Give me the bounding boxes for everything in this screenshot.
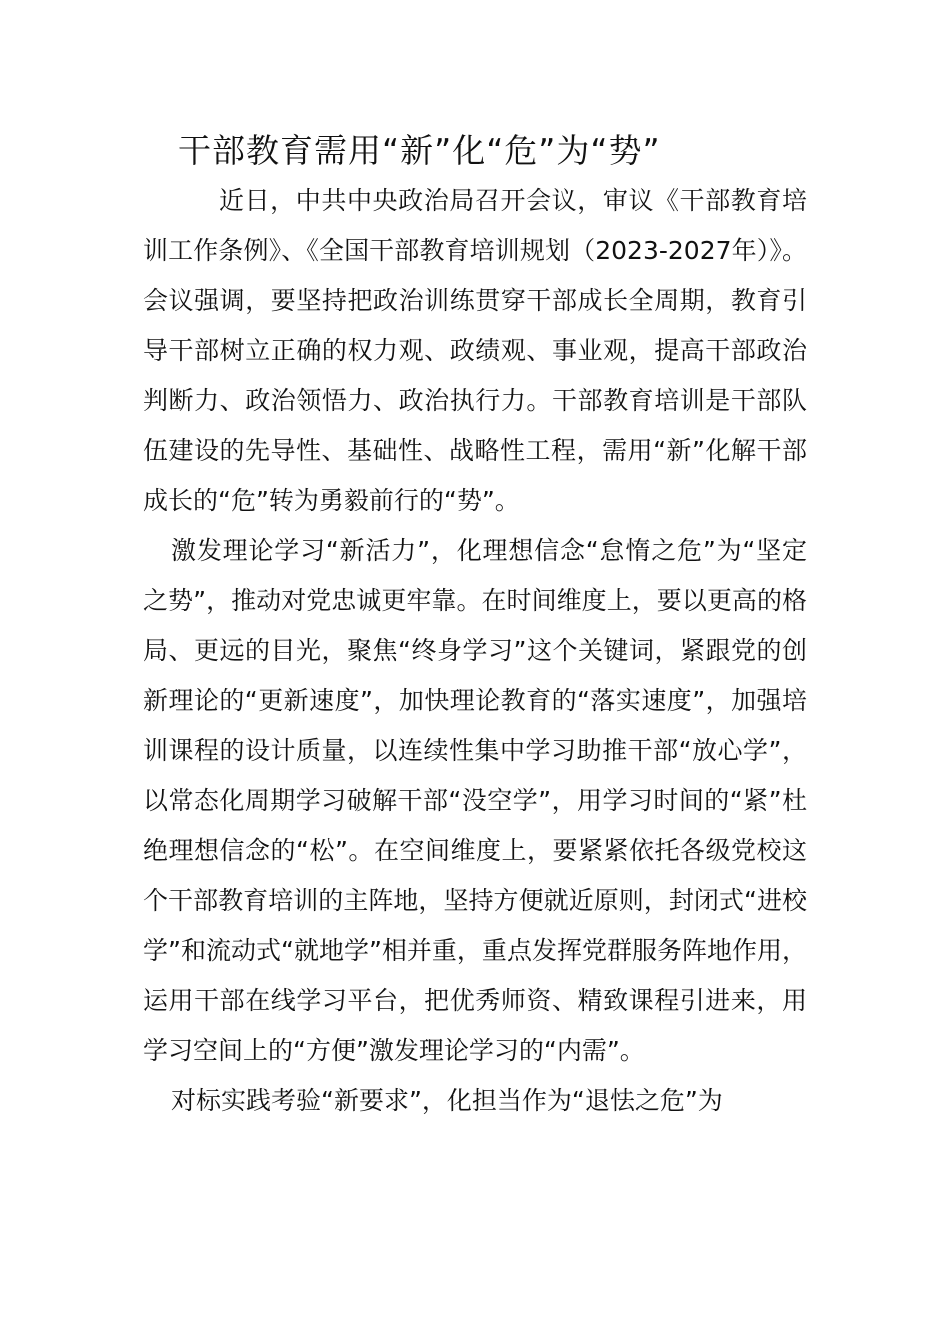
paragraph-theory-study: 激发理论学习“新活力”，化理想信念“怠惰之危”为“坚定之势”，推动对党忠诚更牢靠。在时间维度上，要以更高的格局、更远的目光，聚焦“终身学习”这个关键词，紧跟党的创新理论的“更新速度”，加快理论教育的“落实速度”，加强培训课程的设计质量，以连续性集中学习助推干部“放心学”，以常态化周期学习破解干部“没空学”，用学习时间的“紧”杜绝理想信念的“松”。在空间维度上，要紧紧依托各级党校这个干部教育培训的主阵地，坚持方便就近原则，封闭式“进校学”和流动式“就地学”相并重，重点发挥党群服务阵地作用，运用干部在线学习平台，把优秀师资、精致课程引进来，用学习空间上的“方便”激发理论学习的“内需”。 [143, 536, 807, 1065]
paragraph-intro: 近日，中共中央政治局召开会议，审议《干部教育培训工作条例》、《全国干部教育培训规划（2023-2027年）》。会议强调，要坚持把政治训练贯穿干部成长全周期，教育引导干部树立正确的权力观、政绩观、事业观，提高干部政治判断力、政治领悟力、政治执行力。干部教育培训是干部队伍建设的先导性、基础性、战略性工程，需用“新”化解干部成长的“危”转为勇毅前行的“势”。 [143, 186, 807, 515]
paragraph-practice: 对标实践考验“新要求”，化担当作为“退怯之危”为 [171, 1086, 723, 1115]
document-title: 干部教育需用“新”化“危”为“势” [178, 131, 661, 170]
document-body [143, 176, 807, 1126]
